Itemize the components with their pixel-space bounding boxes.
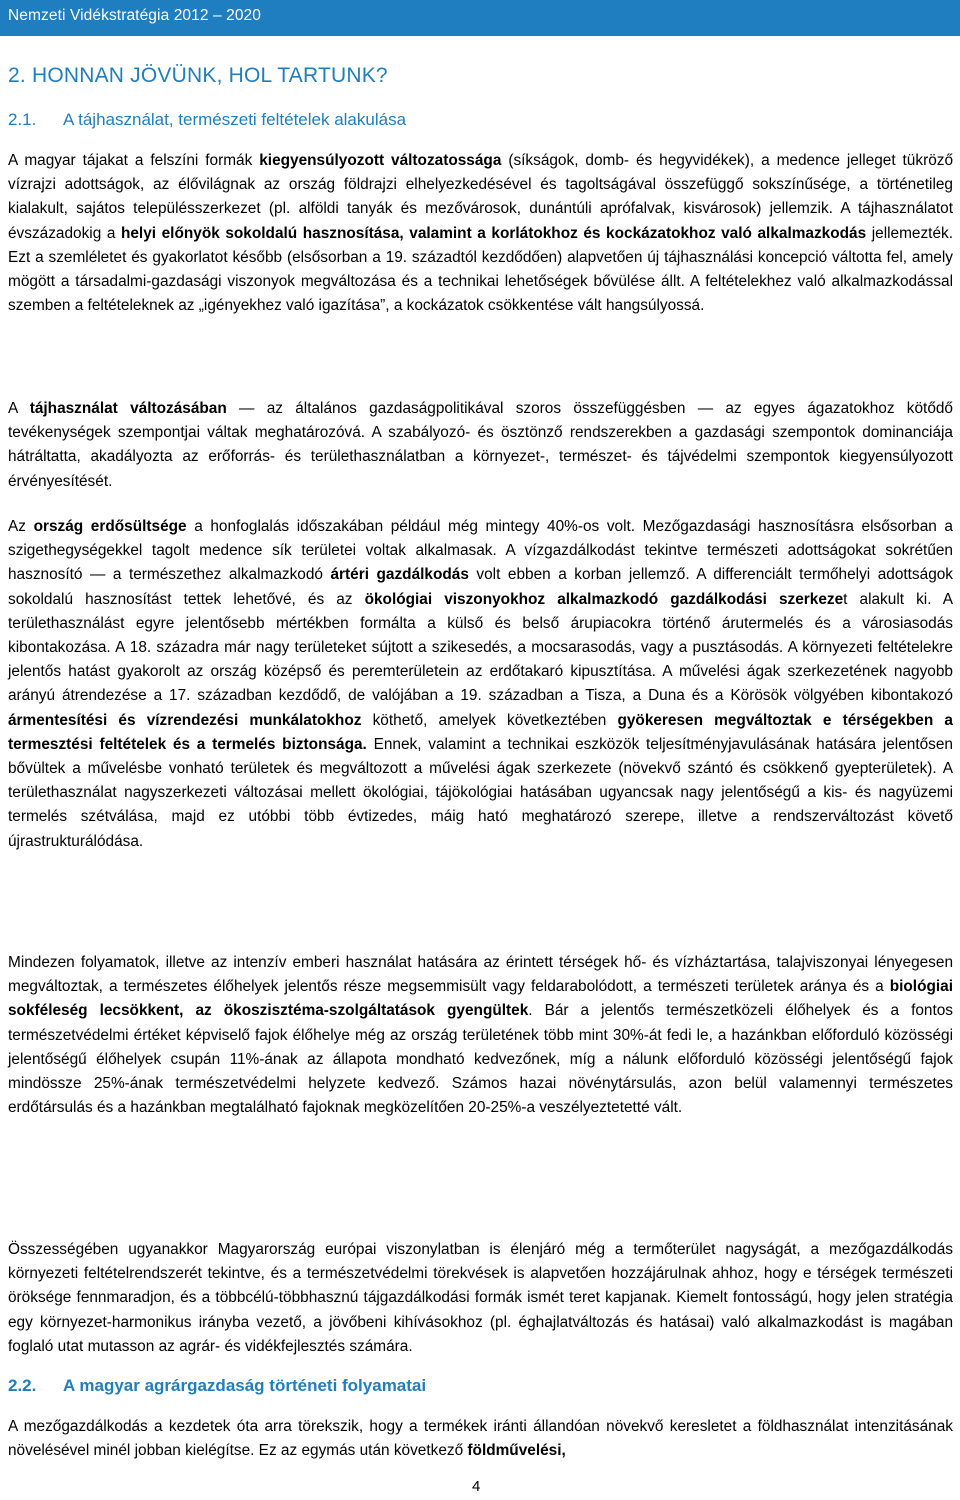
section-heading-2-1: [8, 110, 406, 130]
paragraph: [8, 951, 953, 1120]
text-run: A: [8, 400, 30, 417]
section-title: A magyar agrárgazdaság történeti folyamatai: [63, 1376, 427, 1395]
section-heading-2-2: [8, 1376, 426, 1396]
text-run: jellemezték. Ezt a szemléletet és gyakorlatot később (elsősorban a 19. századtól kezdődően) alapvetően új tájhasználási koncepció váltotta fel, amely mögött a társadalmi-gazdasági viszonyok megváltozása és a technikai lehetőségek bővülése állt. A feltételekhez való alkalmazkodással szemben a feltételeknek az „igényekhez való igazítása”, a kockázatok csökkentése vált hangsúlyossá.: [8, 224, 953, 315]
paragraph: [8, 1415, 953, 1463]
text-run: A magyar tájakat a felszíni formák: [8, 152, 260, 169]
emphasized-text: földművelési,: [467, 1442, 566, 1460]
emphasized-text: biológiai sokféleség lecsökkent, az ökoszisztéma-szolgáltatások gyengültek: [8, 978, 953, 1020]
emphasized-text: kiegyensúlyozott változatossága: [259, 152, 502, 169]
text-run: volt ebben a korban jellemző. A differenciált termőhelyi adottságok sokoldalú hasznosítást tettek lehetővé, és az: [8, 566, 954, 608]
paragraph: [8, 397, 953, 494]
section-number: 2.1.: [8, 110, 37, 129]
text-run: Mindezen folyamatok, illetve az intenzív emberi használat hatására az érintett térségek hő- és vízháztartása, talajviszonyai lényegesen megváltoztak, a természetes élőhelyek jelentős része megsemmisült vagy feldarabolódott, a természeti területek aránya és a: [8, 954, 953, 996]
page-number: 4: [472, 1478, 481, 1495]
text-run: Összességében ugyanakkor Magyarország európai viszonylatban is élenjáró még a termőterület nagyságát, a mezőgazdálkodás környezeti feltételrendszerét tekintve, és a természetvédelmi törekvések is alapvetően hozzájárulnak ahhoz, hogy e térségek természeti öröksége fennmaradjon, és a többcélú-többhasznú tájgazdálkodási formák ismét teret kapjanak. Kiemelt fontosságú, hogy jelen stratégia egy környezet-harmonikus irányba vezető, a jövőbeni kihívásokhoz (pl. éghajlatváltozás és hatásai) való alkalmazkodást is magában foglaló utat mutasson az agrár- és vidékfejlesztés számára.: [8, 1241, 953, 1355]
paragraph: [8, 149, 953, 318]
paragraph: [8, 1238, 953, 1359]
text-run: A mezőgazdálkodás a kezdetek óta arra törekszik, hogy a termékek iránti állandóan növekvő keresletet a földhasználat intenzitásának növelésével minél jobban kielégítse. Ez az egymás után következő: [8, 1418, 953, 1460]
text-run: Az: [8, 518, 34, 535]
chapter-heading: 2. HONNAN JÖVÜNK, HOL TARTUNK?: [8, 64, 388, 87]
emphasized-text: ökológiai viszonyokhoz alkalmazkodó gazdálkodási szerkeze: [364, 590, 844, 608]
paragraph: [8, 515, 953, 854]
emphasized-text: helyi előnyök sokoldalú hasznosítása, valamint a korlátokhoz és kockázatokhoz való alkalmazkodás: [120, 224, 867, 242]
text-run: köthető, amelyek következtében: [361, 711, 618, 729]
text-run: Ennek, valamint a technikai eszközök teljesítményjavulásának hatására jelentősen bővültek a művelésbe vonható területek és megváltozott a művelési ágak szerkezete (növekvő szántó és csökkenő gyepterületek). A területhasználat nagyszerkezeti változásai mellett ökológiai, tájökológiai hatásában ugyancsak nagy jelentőségű a kis- és nagyüzemi termelés szétválása, majd ez utóbbi több évtizedes, máig ható meghatározó szerepe, illetve a rendszerváltozást követő újrastrukturálódása.: [8, 735, 953, 850]
section-title: A tájhasználat, természeti feltételek alakulása: [63, 110, 407, 129]
text-run: (síkságok, domb- és hegyvidékek), a medence jelleget tükröző vízrajzi adottságok, az élővilágnak az ország földrajzi elhelyezkedésével és tagoltságával összefüggő sokszínűsége, a történetileg kialakult, sajátos településszerkezet (pl. alföldi tanyák és mezővárosok, dunántúli aprófalvak, kisvárosok) jellemzik. A tájhasználatot évszázadokig a: [8, 152, 954, 242]
document-title: Nemzeti Vidékstratégia 2012 – 2020: [8, 7, 261, 24]
emphasized-text: gyökeresen megváltoztak e térségekben a termesztési feltételek és a termelés biztonsága.: [8, 711, 953, 753]
emphasized-text: ország erdősültsége: [33, 518, 187, 535]
running-header: [0, 0, 960, 36]
emphasized-text: ártéri gazdálkodás: [330, 566, 469, 584]
text-run: t alakult ki. A területhasználást egyre jelentősebb mértékben formálta a külső és belső árupiacokra történő árutermelés és a városiasodás kibontakozása. A 18. századra már nagy területeket sújtott a szikesedés, a mocsarasodás, vagy a pusztásodás. A környezeti feltételekre jelentős hatást gyakorolt az ország középső és peremterületein az erdőtakaró kipusztítása. A művelési ágak szerkezetének nagyobb arányú átrendezése a 17. században kezdődő, de valójában a 19. században a Tisza, a Duna és a Körösök völgyében kibontakozó: [8, 590, 953, 705]
text-run: . Bár a jelentős természetközeli élőhelyek és a fontos természetvédelmi értéket képviselő fajok élőhelye még az ország területének több mint 30%-át fedi le, a hazánkban előforduló közösségi jelentőségű élőhelyek csupán 11%-ának az állapota mondható kedvezőnek, míg a nálunk előforduló közösségi jelentőségű fajok mindössze 25%-ának természetvédelmi helyzete kedvező. Számos hazai növénytársulás, azon belül valamennyi természetes erdőtársulás és a hazánkban megtalálható fajoknak megközelítően 20-25%-a veszélyeztetetté vált.: [8, 1002, 953, 1117]
emphasized-text: ármentesítési és vízrendezési munkálatokhoz: [8, 711, 362, 729]
emphasized-text: tájhasználat változásában: [29, 400, 227, 417]
text-run: a honfoglalás időszakában például még mintegy 40%-os volt. Mezőgazdasági hasznosításra elsősorban a szigethegységekkel tagolt medence sík területei voltak alkalmasak. A vízgazdálkodást tekintve természeti adottságokat sokrétűen hasznosító — a természethez alkalmazkodó: [8, 518, 953, 584]
section-number: 2.2.: [8, 1376, 37, 1395]
text-run: — az általános gazdaságpolitikával szoros összefüggésben — az egyes ágazatokhoz kötődő tevékenységek szempontjai váltak meghatározóvá. A szabályozó- és ösztönző rendszerekben a gazdasági szempontok dominanciája hátráltatta, akadályozta az erőforrás- és területhasználatban a környezet-, természet- és tájvédelmi szempontok kiegyensúlyozott érvényesítését.: [8, 400, 953, 490]
